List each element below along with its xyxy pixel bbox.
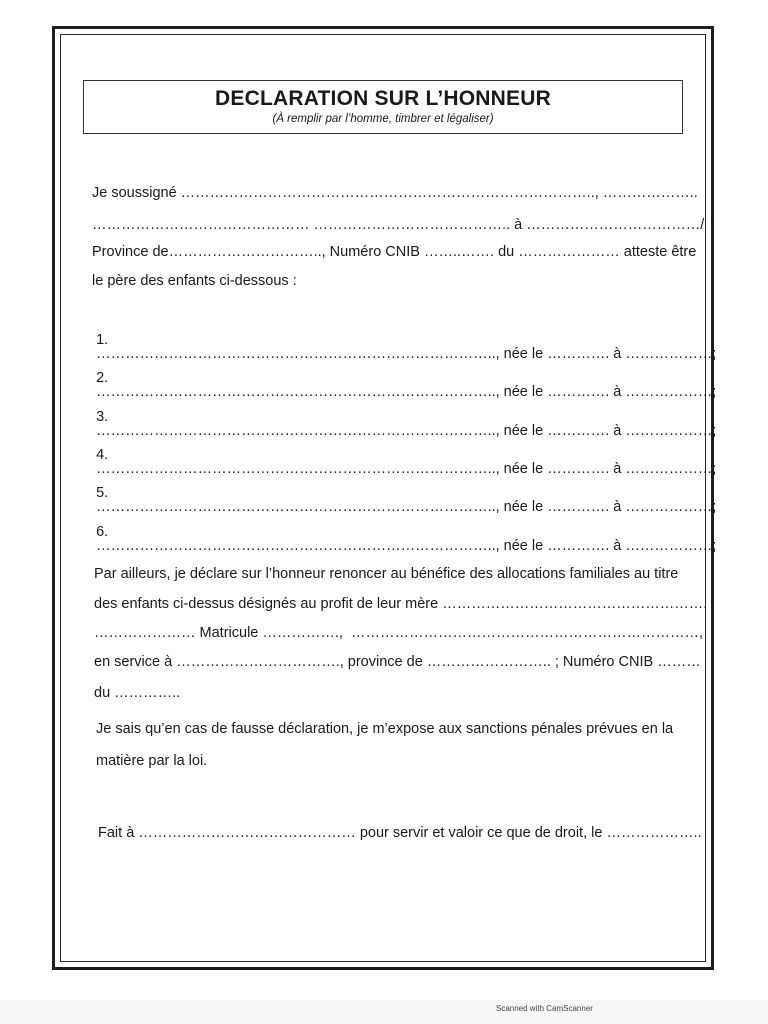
title-box — [83, 80, 683, 134]
fait-a-line: Fait à ……………………………………… pour servir et valoir ce que de droit, le ……………….. — [98, 825, 702, 841]
child-fields: ……………………………………………………………………….., née le …………. à ………………; — [96, 346, 717, 362]
child-number: 4. — [96, 446, 109, 463]
document-title: DECLARATION SUR L’HONNEUR — [215, 87, 551, 110]
sanction-line: matière par la loi. — [96, 753, 208, 769]
renunciation-line: des enfants ci-dessus désignés au profit de leur mère ………………………………………………. — [94, 596, 708, 612]
child-number: 3. — [96, 408, 109, 425]
renunciation-line: en service à ……………………………., province de …………………….. ; Numéro CNIB ……… — [94, 654, 701, 670]
child-row — [88, 433, 716, 477]
child-row — [88, 395, 716, 439]
document-subtitle: (À remplir par l’homme, timbrer et légaliser) — [272, 113, 494, 125]
child-fields: ……………………………………………………………………….., née le …………. à ………………; — [96, 423, 717, 439]
child-row — [88, 318, 716, 362]
child-row — [88, 356, 716, 400]
child-number: 6. — [96, 523, 109, 540]
child-number: 1. — [96, 331, 109, 348]
child-row — [88, 510, 716, 554]
name-continuation-line: ……………………………………… ………………………………….. à ………………………………/ — [92, 217, 705, 233]
child-fields: ……………………………………………………………………….., née le …………. à ………………; — [96, 538, 717, 554]
child-fields: ……………………………………………………………………….., née le …………. à ………………; — [96, 384, 717, 400]
scan-watermark: Scanned with CamScanner — [496, 1004, 593, 1013]
child-number: 2. — [96, 369, 109, 386]
sanction-line: Je sais qu’en cas de fausse déclaration, je m’expose aux sanctions pénales prévues en la — [96, 721, 674, 737]
child-number: 5. — [96, 484, 109, 501]
renunciation-line: Par ailleurs, je déclare sur l’honneur renoncer au bénéfice des allocations familiales au titre — [94, 566, 679, 582]
father-line: le père des enfants ci-dessous : — [92, 273, 297, 289]
renunciation-line: ………………… Matricule ……………., ………………………………………………………………, — [94, 625, 704, 641]
child-fields: ……………………………………………………………………….., née le …………. à ………………; — [96, 461, 717, 477]
child-row — [88, 471, 716, 515]
soussigne-line: Je soussigné ………………………………………………………………………….., ……………….. — [92, 185, 698, 201]
renunciation-line: du ………….. — [94, 685, 181, 701]
province-line: Province de………………………….., Numéro CNIB ……..……. du ………………… atteste être — [92, 244, 697, 260]
child-fields: ……………………………………………………………………….., née le …………. à ………………; — [96, 499, 717, 515]
